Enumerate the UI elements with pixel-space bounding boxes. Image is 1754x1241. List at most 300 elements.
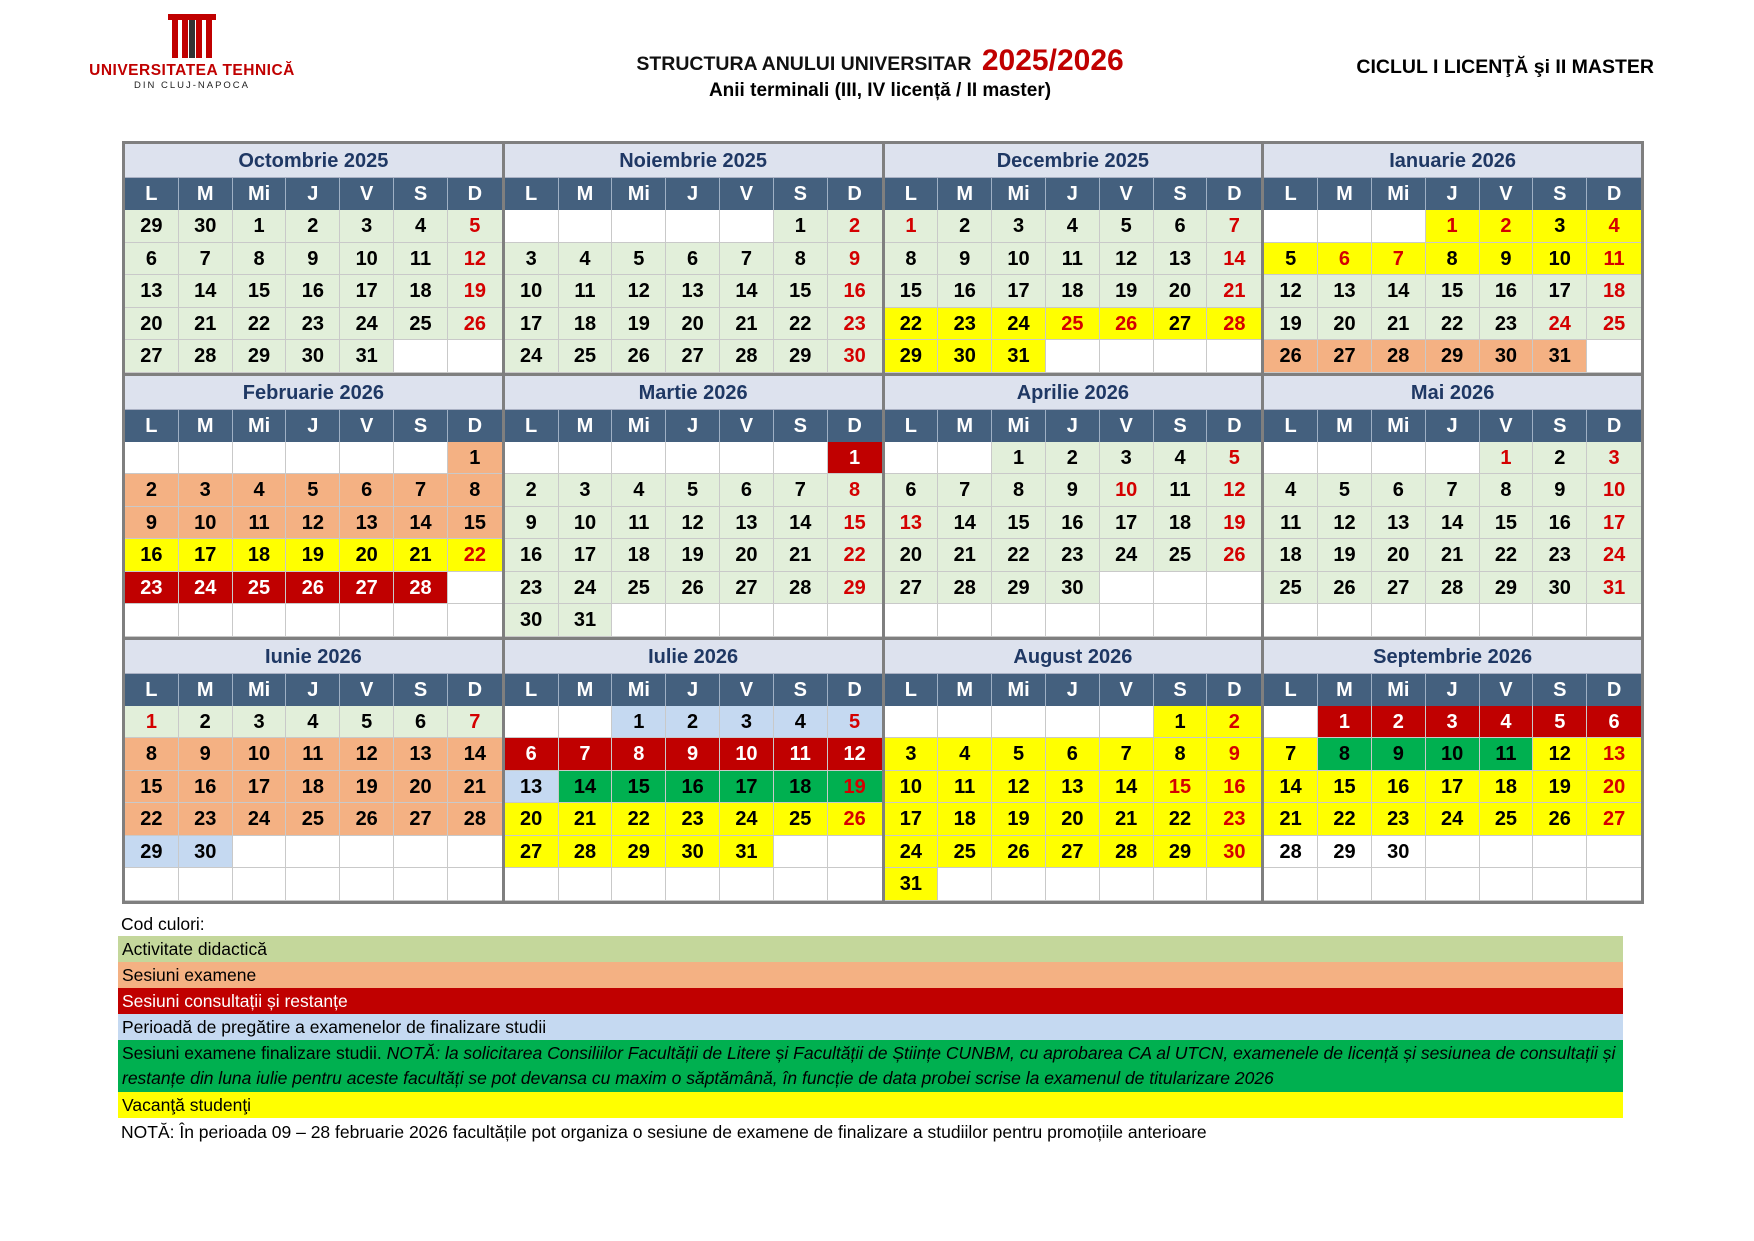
day-cell: 13	[125, 275, 179, 308]
day-cell: 1	[1318, 706, 1372, 739]
empty-cell	[394, 340, 448, 373]
empty-cell	[448, 572, 502, 605]
day-cell: 19	[1533, 771, 1587, 804]
weekday-header: S	[394, 410, 448, 442]
month-days	[505, 410, 882, 637]
weekday-header: L	[125, 178, 179, 210]
empty-cell	[1046, 868, 1100, 901]
color-legend	[118, 912, 1623, 1145]
utcn-emblem-icon	[166, 14, 218, 58]
weekday-header: D	[1207, 178, 1261, 210]
day-cell: 6	[505, 738, 559, 771]
day-cell: 23	[286, 308, 340, 341]
weekday-header: J	[286, 178, 340, 210]
day-cell: 20	[1046, 803, 1100, 836]
empty-cell	[1046, 604, 1100, 637]
empty-cell	[938, 442, 992, 475]
month-block	[885, 640, 1262, 901]
day-cell: 29	[1480, 572, 1534, 605]
weekday-header: V	[1100, 410, 1154, 442]
empty-cell	[125, 442, 179, 475]
day-cell: 7	[1264, 738, 1318, 771]
day-cell: 23	[666, 803, 720, 836]
month-block	[125, 144, 502, 373]
month-block	[1264, 144, 1641, 373]
day-cell: 26	[1533, 803, 1587, 836]
day-cell: 21	[1264, 803, 1318, 836]
day-cell: 8	[125, 738, 179, 771]
day-cell: 5	[448, 210, 502, 243]
weekday-header: L	[1264, 410, 1318, 442]
empty-cell	[1480, 868, 1534, 901]
day-cell: 17	[885, 803, 939, 836]
day-cell: 26	[612, 340, 666, 373]
empty-cell	[1154, 604, 1208, 637]
month-title: Octombrie 2025	[125, 144, 502, 178]
empty-cell	[828, 836, 882, 869]
day-cell: 12	[1100, 243, 1154, 276]
day-cell: 4	[774, 706, 828, 739]
day-cell: 23	[1207, 803, 1261, 836]
day-cell: 30	[1480, 340, 1534, 373]
weekday-header: J	[286, 674, 340, 706]
day-cell: 15	[885, 275, 939, 308]
weekday-header: J	[1426, 674, 1480, 706]
day-cell: 25	[286, 803, 340, 836]
weekday-header: Mi	[1372, 178, 1426, 210]
empty-cell	[1100, 572, 1154, 605]
empty-cell	[720, 604, 774, 637]
empty-cell	[1533, 836, 1587, 869]
day-cell: 1	[125, 706, 179, 739]
day-cell: 15	[233, 275, 287, 308]
empty-cell	[394, 836, 448, 869]
day-cell: 3	[340, 210, 394, 243]
day-cell: 2	[1533, 442, 1587, 475]
day-cell: 15	[828, 507, 882, 540]
day-cell: 23	[1372, 803, 1426, 836]
day-cell: 6	[720, 474, 774, 507]
day-cell: 5	[286, 474, 340, 507]
month-days	[505, 674, 882, 901]
day-cell: 9	[666, 738, 720, 771]
day-cell: 9	[1207, 738, 1261, 771]
day-cell: 27	[885, 572, 939, 605]
empty-cell	[448, 340, 502, 373]
month-days	[1264, 674, 1641, 901]
weekday-header: S	[394, 178, 448, 210]
university-logo	[72, 14, 312, 94]
day-cell: 25	[612, 572, 666, 605]
day-cell: 24	[559, 572, 613, 605]
day-cell: 10	[992, 243, 1046, 276]
day-cell: 26	[992, 836, 1046, 869]
day-cell: 24	[1533, 308, 1587, 341]
month-title: Mai 2026	[1264, 376, 1641, 410]
day-cell: 17	[1426, 771, 1480, 804]
day-cell: 20	[505, 803, 559, 836]
day-cell: 9	[1480, 243, 1534, 276]
empty-cell	[286, 604, 340, 637]
empty-cell	[1426, 868, 1480, 901]
empty-cell	[1372, 868, 1426, 901]
day-cell: 4	[394, 210, 448, 243]
day-cell: 11	[394, 243, 448, 276]
day-cell: 1	[885, 210, 939, 243]
day-cell: 17	[720, 771, 774, 804]
day-cell: 18	[774, 771, 828, 804]
day-cell: 23	[125, 572, 179, 605]
day-cell: 5	[992, 738, 1046, 771]
day-cell: 2	[125, 474, 179, 507]
day-cell: 19	[828, 771, 882, 804]
weekday-header: V	[720, 178, 774, 210]
day-cell: 14	[1426, 507, 1480, 540]
legend-final-label: Sesiuni examene finalizare studii.	[122, 1043, 382, 1063]
day-cell: 21	[1100, 803, 1154, 836]
empty-cell	[448, 868, 502, 901]
weekday-header: J	[1426, 410, 1480, 442]
day-cell: 27	[1154, 308, 1208, 341]
month-days	[125, 178, 502, 373]
day-cell: 9	[286, 243, 340, 276]
day-cell: 25	[1264, 572, 1318, 605]
day-cell: 23	[828, 308, 882, 341]
day-cell: 4	[233, 474, 287, 507]
weekday-header: V	[1480, 410, 1534, 442]
day-cell: 5	[1318, 474, 1372, 507]
day-cell: 30	[1372, 836, 1426, 869]
day-cell: 8	[233, 243, 287, 276]
day-cell: 14	[394, 507, 448, 540]
logo-city: DIN CLUJ-NAPOCA	[133, 80, 251, 91]
day-cell: 4	[1480, 706, 1534, 739]
day-cell: 31	[1533, 340, 1587, 373]
month-title: Septembrie 2026	[1264, 640, 1641, 674]
empty-cell	[1587, 868, 1641, 901]
empty-cell	[938, 604, 992, 637]
empty-cell	[286, 836, 340, 869]
day-cell: 12	[1318, 507, 1372, 540]
empty-cell	[1587, 836, 1641, 869]
day-cell: 31	[992, 340, 1046, 373]
day-cell: 29	[233, 340, 287, 373]
day-cell: 17	[340, 275, 394, 308]
day-cell: 28	[1100, 836, 1154, 869]
day-cell: 19	[1318, 539, 1372, 572]
month-days	[885, 674, 1262, 901]
day-cell: 4	[1046, 210, 1100, 243]
day-cell: 18	[1480, 771, 1534, 804]
weekday-header: M	[179, 674, 233, 706]
empty-cell	[1264, 442, 1318, 475]
empty-cell	[179, 604, 233, 637]
empty-cell	[666, 210, 720, 243]
empty-cell	[885, 604, 939, 637]
weekday-header: Mi	[992, 410, 1046, 442]
month-title: Aprilie 2026	[885, 376, 1262, 410]
weekday-header: Mi	[233, 674, 287, 706]
day-cell: 20	[1154, 275, 1208, 308]
weekday-header: D	[828, 178, 882, 210]
day-cell: 6	[340, 474, 394, 507]
day-cell: 14	[179, 275, 233, 308]
day-cell: 17	[1100, 507, 1154, 540]
day-cell: 2	[179, 706, 233, 739]
weekday-header: D	[1207, 410, 1261, 442]
day-cell: 13	[1372, 507, 1426, 540]
empty-cell	[885, 442, 939, 475]
day-cell: 18	[938, 803, 992, 836]
day-cell: 6	[1318, 243, 1372, 276]
day-cell: 17	[992, 275, 1046, 308]
month-title: Martie 2026	[505, 376, 882, 410]
day-cell: 27	[1046, 836, 1100, 869]
empty-cell	[992, 604, 1046, 637]
weekday-header: S	[1154, 178, 1208, 210]
day-cell: 8	[1318, 738, 1372, 771]
weekday-header: Mi	[233, 410, 287, 442]
weekday-header: M	[179, 178, 233, 210]
day-cell: 24	[1587, 539, 1641, 572]
day-cell: 27	[1372, 572, 1426, 605]
day-cell: 1	[828, 442, 882, 475]
day-cell: 20	[1372, 539, 1426, 572]
empty-cell	[1154, 868, 1208, 901]
day-cell: 23	[505, 572, 559, 605]
day-cell: 21	[774, 539, 828, 572]
day-cell: 21	[938, 539, 992, 572]
day-cell: 5	[340, 706, 394, 739]
weekday-header: M	[559, 178, 613, 210]
day-cell: 13	[340, 507, 394, 540]
day-cell: 16	[666, 771, 720, 804]
day-cell: 6	[666, 243, 720, 276]
day-cell: 20	[394, 771, 448, 804]
day-cell: 9	[125, 507, 179, 540]
day-cell: 16	[1480, 275, 1534, 308]
month-title: Iunie 2026	[125, 640, 502, 674]
empty-cell	[559, 868, 613, 901]
day-cell: 16	[828, 275, 882, 308]
day-cell: 11	[1264, 507, 1318, 540]
day-cell: 7	[1426, 474, 1480, 507]
day-cell: 2	[828, 210, 882, 243]
month-block	[885, 376, 1262, 637]
weekday-header: V	[1100, 674, 1154, 706]
day-cell: 25	[559, 340, 613, 373]
empty-cell	[1207, 868, 1261, 901]
day-cell: 28	[938, 572, 992, 605]
weekday-header: S	[1533, 674, 1587, 706]
day-cell: 11	[286, 738, 340, 771]
day-cell: 17	[233, 771, 287, 804]
day-cell: 4	[1154, 442, 1208, 475]
empty-cell	[179, 868, 233, 901]
day-cell: 10	[233, 738, 287, 771]
empty-cell	[233, 604, 287, 637]
day-cell: 18	[559, 308, 613, 341]
empty-cell	[1372, 442, 1426, 475]
empty-cell	[1480, 836, 1534, 869]
day-cell: 10	[885, 771, 939, 804]
day-cell: 10	[1533, 243, 1587, 276]
day-cell: 7	[179, 243, 233, 276]
document-title	[600, 44, 1160, 102]
day-cell: 21	[1207, 275, 1261, 308]
weekday-header: J	[1046, 178, 1100, 210]
day-cell: 7	[1207, 210, 1261, 243]
day-cell: 3	[179, 474, 233, 507]
empty-cell	[612, 604, 666, 637]
day-cell: 22	[774, 308, 828, 341]
weekday-header: M	[179, 410, 233, 442]
day-cell: 28	[1207, 308, 1261, 341]
day-cell: 3	[233, 706, 287, 739]
day-cell: 6	[1372, 474, 1426, 507]
empty-cell	[720, 868, 774, 901]
day-cell: 26	[828, 803, 882, 836]
empty-cell	[612, 868, 666, 901]
empty-cell	[1533, 604, 1587, 637]
day-cell: 28	[394, 572, 448, 605]
empty-cell	[720, 442, 774, 475]
day-cell: 1	[1480, 442, 1534, 475]
day-cell: 18	[233, 539, 287, 572]
weekday-header: M	[938, 674, 992, 706]
day-cell: 5	[1533, 706, 1587, 739]
day-cell: 11	[612, 507, 666, 540]
day-cell: 11	[1480, 738, 1534, 771]
day-cell: 13	[720, 507, 774, 540]
weekday-header: S	[1533, 178, 1587, 210]
day-cell: 22	[233, 308, 287, 341]
empty-cell	[394, 868, 448, 901]
day-cell: 6	[1154, 210, 1208, 243]
day-cell: 8	[885, 243, 939, 276]
day-cell: 6	[885, 474, 939, 507]
day-cell: 23	[1533, 539, 1587, 572]
weekday-header: S	[1154, 410, 1208, 442]
weekday-header: S	[1533, 410, 1587, 442]
day-cell: 2	[938, 210, 992, 243]
empty-cell	[1426, 442, 1480, 475]
day-cell: 23	[1480, 308, 1534, 341]
month-block	[125, 376, 502, 637]
day-cell: 27	[720, 572, 774, 605]
day-cell: 2	[1207, 706, 1261, 739]
day-cell: 25	[1154, 539, 1208, 572]
day-cell: 7	[394, 474, 448, 507]
calendar-grid	[122, 141, 1644, 904]
day-cell: 18	[1046, 275, 1100, 308]
weekday-header: V	[1480, 674, 1534, 706]
weekday-header: L	[1264, 178, 1318, 210]
day-cell: 30	[1207, 836, 1261, 869]
day-cell: 18	[1587, 275, 1641, 308]
day-cell: 6	[125, 243, 179, 276]
empty-cell	[505, 442, 559, 475]
empty-cell	[233, 868, 287, 901]
month-block	[885, 144, 1262, 373]
day-cell: 25	[1587, 308, 1641, 341]
weekday-header: M	[1318, 410, 1372, 442]
weekday-header: M	[1318, 178, 1372, 210]
day-cell: 19	[1100, 275, 1154, 308]
weekday-header: J	[666, 178, 720, 210]
empty-cell	[992, 706, 1046, 739]
day-cell: 27	[666, 340, 720, 373]
day-cell: 28	[179, 340, 233, 373]
weekday-header: L	[505, 178, 559, 210]
day-cell: 7	[720, 243, 774, 276]
day-cell: 4	[1264, 474, 1318, 507]
day-cell: 15	[448, 507, 502, 540]
day-cell: 16	[125, 539, 179, 572]
day-cell: 11	[559, 275, 613, 308]
empty-cell	[1264, 706, 1318, 739]
weekday-header: D	[828, 674, 882, 706]
day-cell: 3	[1100, 442, 1154, 475]
legend-restant-sessions: Sesiuni consultații și restanțe	[118, 988, 1623, 1014]
empty-cell	[828, 604, 882, 637]
day-cell: 7	[774, 474, 828, 507]
empty-cell	[1207, 340, 1261, 373]
weekday-header: V	[340, 178, 394, 210]
empty-cell	[1318, 868, 1372, 901]
weekday-header: J	[666, 410, 720, 442]
month-days	[1264, 178, 1641, 373]
empty-cell	[885, 706, 939, 739]
day-cell: 12	[828, 738, 882, 771]
day-cell: 17	[505, 308, 559, 341]
day-cell: 10	[179, 507, 233, 540]
weekday-header: V	[1100, 178, 1154, 210]
day-cell: 16	[505, 539, 559, 572]
day-cell: 29	[1154, 836, 1208, 869]
day-cell: 11	[233, 507, 287, 540]
day-cell: 26	[1100, 308, 1154, 341]
day-cell: 8	[992, 474, 1046, 507]
day-cell: 6	[1046, 738, 1100, 771]
day-cell: 9	[1046, 474, 1100, 507]
weekday-header: L	[1264, 674, 1318, 706]
empty-cell	[1372, 210, 1426, 243]
day-cell: 12	[666, 507, 720, 540]
empty-cell	[340, 868, 394, 901]
day-cell: 1	[774, 210, 828, 243]
day-cell: 14	[938, 507, 992, 540]
day-cell: 7	[1372, 243, 1426, 276]
day-cell: 10	[505, 275, 559, 308]
day-cell: 8	[1426, 243, 1480, 276]
weekday-header: Mi	[612, 674, 666, 706]
day-cell: 14	[720, 275, 774, 308]
empty-cell	[340, 442, 394, 475]
weekday-header: M	[559, 674, 613, 706]
day-cell: 8	[1480, 474, 1534, 507]
day-cell: 4	[1587, 210, 1641, 243]
day-cell: 31	[340, 340, 394, 373]
day-cell: 20	[666, 308, 720, 341]
day-cell: 3	[1587, 442, 1641, 475]
empty-cell	[286, 442, 340, 475]
day-cell: 16	[1533, 507, 1587, 540]
day-cell: 9	[179, 738, 233, 771]
empty-cell	[559, 706, 613, 739]
empty-cell	[394, 604, 448, 637]
day-cell: 8	[612, 738, 666, 771]
